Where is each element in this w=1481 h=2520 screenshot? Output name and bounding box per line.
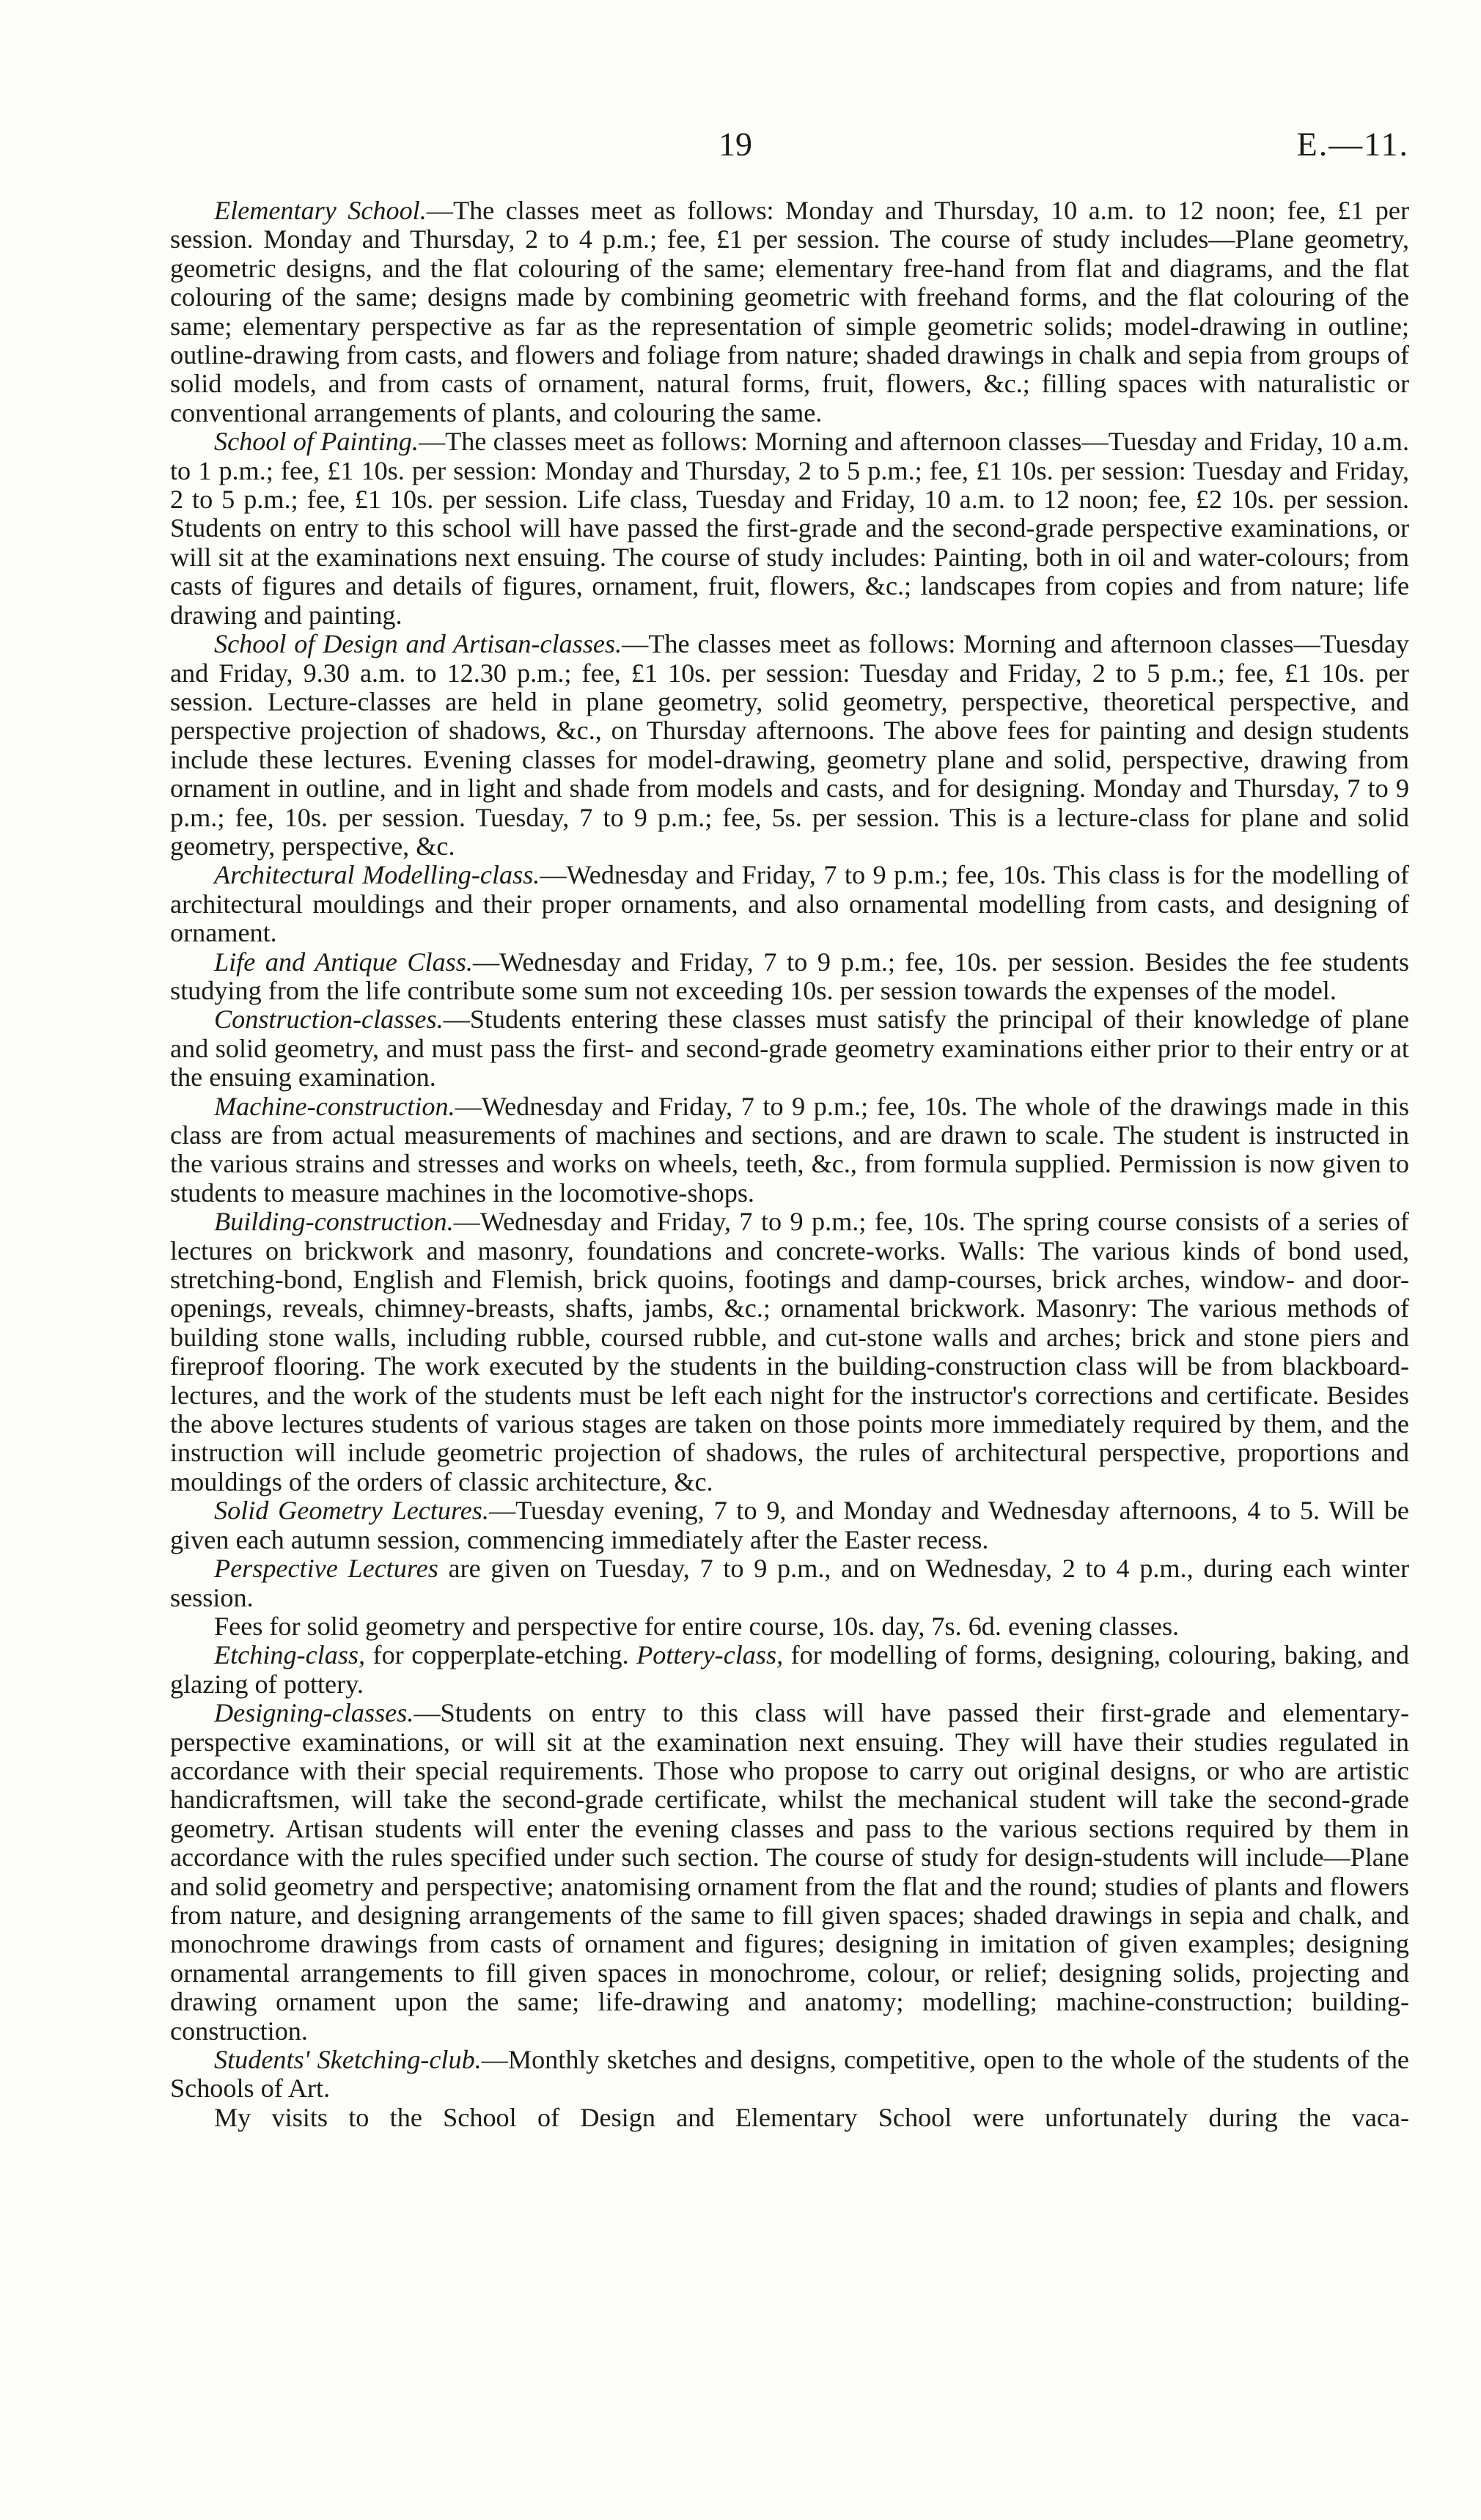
- paragraph-etching-pottery: [170, 1641, 1409, 1699]
- body-text: [170, 196, 1409, 2132]
- paragraph-elementary-school: [170, 196, 1409, 427]
- paragraph-text: —Students on entry to this class will have passed their first-grade and elementary-perspective examinations, or will sit at the examination next ensuing. They will have their studies regulated in accordance with their special requirements. Those who propose to carry out original designs, or who are artistic handicraftsmen, will take the second-grade certificate, whilst the mechanical student will take the second-grade geometry. Artisan students will enter the evening classes and pass to the various sections required by them in accordance with the rules specified under such section. The course of study for design-students will include—Plane and solid geometry and perspective; anatomising ornament from the flat and the round; studies of plants and flowers from nature, and designing arrangements of the same to fill given spaces; shaded drawings in sepia and chalk, and monochrome drawings from casts of ornament and figures; designing in imitation of given examples; designing ornamental arrangements to fill given spaces in monochrome, colour, or relief; designing solids, projecting and drawing ornament upon the same; life-drawing and anatomy; modelling; machine-construction; building-construction.: [170, 1698, 1409, 2046]
- paragraph-solid-geometry: [170, 1496, 1409, 1554]
- paragraph-text: —Tuesday evening, 7 to 9, and Monday and Wednesday afternoons, 4 to 5. Will be given each autumn session, commencing immediately after the Easter recess.: [170, 1496, 1409, 1554]
- paragraph-text: —The classes meet as follows: Morning and afternoon classes—Tuesday and Friday, 9.30 a.m. to 12.30 p.m.; fee, £1 10s. per session: Tuesday and Friday, 2 to 5 p.m.; fee, £1 10s. per session. Lecture-classes are held in plane geometry, solid geometry, perspective, theoretical perspective, and perspective projection of shadows, &c., on Thursday afternoons. The above fees for painting and design students include these lectures. Evening classes for model-drawing, geometry plane and solid, perspective, drawing from ornament in outline, and in light and shade from models and casts, and for designing. Monday and Thursday, 7 to 9 p.m.; fee, 10s. per session. Tuesday, 7 to 9 p.m.; fee, 5s. per session. This is a lecture-class for plane and solid geometry, perspective, &c.: [170, 629, 1410, 861]
- paragraph-heading: Building-construction.: [214, 1207, 454, 1237]
- paragraph-heading: Etching-class,: [214, 1640, 366, 1670]
- paragraph-heading: Architectural Modelling-class.: [214, 860, 540, 890]
- paragraph-text: —The classes meet as follows: Monday and Thursday, 10 a.m. to 12 noon; fee, £1 per session. Monday and Thursday, 2 to 4 p.m.; fee, £1 per session. The course of study includes—Plane geometry, geometric designs, and the flat colouring of the same; elementary free-hand from flat and diagrams, and the flat colouring of the same; designs made by combining geometric with freehand forms, and the flat colouring of the same; elementary perspective as far as the representation of simple geometric solids; model-drawing in outline; outline-drawing from casts, and flowers and foliage from nature; shaded drawings in chalk and sepia from groups of solid models, and from casts of ornament, natural forms, fruit, flowers, &c.; filling spaces with naturalistic or conventional arrangements of plants, and colouring the same.: [170, 196, 1409, 427]
- paragraph-text: My visits to the School of Design and Elementary School were unfortunately during the vaca-: [214, 2102, 1409, 2132]
- paragraph-designing-classes: [170, 1699, 1409, 2046]
- paragraph-school-of-painting: [170, 427, 1409, 630]
- paragraph-text: —Wednesday and Friday, 7 to 9 p.m.; fee, 10s. The whole of the drawings made in this class are from actual measurements of machines and sections, and are drawn to scale. The student is instructed in the various strains and stresses and works on wheels, teeth, &c., from formula supplied. Permission is now given to students to measure machines in the locomotive-shops.: [170, 1091, 1409, 1208]
- paragraph-text: for copperplate-etching.: [365, 1640, 637, 1670]
- paragraph-heading-secondary: Pottery-class,: [636, 1640, 784, 1670]
- paragraph-heading: Machine-construction.: [214, 1091, 455, 1121]
- paragraph-heading: Life and Antique Class.: [214, 947, 473, 977]
- paragraph-building-construction: [170, 1208, 1409, 1496]
- paragraph-text: —The classes meet as follows: Morning and afternoon classes—Tuesday and Friday, 10 a.m. to 1 p.m.; fee, £1 10s. per session: Monday and Thursday, 2 to 5 p.m.; fee, £1 10s. per session: Tuesday and Friday, 2 to 5 p.m.; fee, £1 10s. per session. Life class, Tuesday and Friday, 10 a.m. to 12 noon; fee, £2 10s. per session. Students on entry to this school will have passed the first-grade and the second-grade perspective examinations, or will sit at the examinations next ensuing. The course of study includes: Painting, both in oil and water-colours; from casts of figures and details of figures, ornament, fruit, flowers, &c.; landscapes from copies and from nature; life drawing and painting.: [170, 427, 1410, 630]
- paragraph-fees: [170, 1612, 1409, 1641]
- paragraph-heading: Perspective Lectures: [214, 1554, 438, 1584]
- paragraph-text-secondary: for modelling of forms, designing, colouring, baking, and glazing of pottery.: [170, 1640, 1409, 1699]
- paragraph-construction-classes: [170, 1005, 1409, 1092]
- paragraph-machine-construction: [170, 1092, 1409, 1208]
- paragraph-sketching-club: [170, 2046, 1409, 2104]
- paragraph-text: —Monthly sketches and designs, competitive, open to the whole of the students of the Schools of Art.: [170, 2045, 1409, 2104]
- paragraph-visits: [170, 2104, 1409, 2132]
- paragraph-heading: School of Painting.: [214, 427, 419, 457]
- paragraph-heading: Students' Sketching-club.: [214, 2045, 482, 2074]
- paragraph-heading: School of Design and Artisan-classes.: [214, 629, 622, 659]
- paragraph-text: —Wednesday and Friday, 7 to 9 p.m.; fee, 10s. per session. Besides the fee students studying from the life contribute some sum not exceeding 10s. per session towards the expenses of the model.: [170, 947, 1410, 1005]
- paragraph-life-and-antique: [170, 948, 1409, 1006]
- page-number: 19: [719, 125, 752, 163]
- paragraph-heading: Construction-classes.: [214, 1004, 444, 1035]
- paragraph-school-of-design: [170, 630, 1409, 861]
- paragraph-heading: Elementary School.: [214, 196, 427, 225]
- paragraph-perspective-lectures: [170, 1554, 1409, 1612]
- document-reference: E.—11.: [1296, 125, 1409, 163]
- paragraph-text: are given on Tuesday, 7 to 9 p.m., and on Wednesday, 2 to 4 p.m., during each winter session.: [170, 1554, 1410, 1612]
- paragraph-heading: Solid Geometry Lectures.: [214, 1496, 489, 1526]
- paragraph-text: —Wednesday and Friday, 7 to 9 p.m.; fee, 10s. This class is for the modelling of architectural mouldings and their proper ornaments, and also ornamental modelling from casts, and designing of ornament.: [170, 860, 1410, 948]
- page-header: [0, 125, 1481, 169]
- paragraph-architectural-modelling: [170, 861, 1409, 947]
- paragraph-text: —Wednesday and Friday, 7 to 9 p.m.; fee, 10s. The spring course consists of a series of lectures on brickwork and masonry, foundations and concrete-works. Walls: The various kinds of bond used, stretching-bond, English and Flemish, brick quoins, footings and damp-courses, brick arches, window- and door-openings, reveals, chimney-breasts, shafts, jambs, &c.; ornamental brickwork. Masonry: The various methods of building stone walls, including rubble, coursed rubble, and cut-stone walls and arches; brick and stone piers and fireproof flooring. The work executed by the students in the building-construction class will be from blackboard-lectures, and the work of the students must be left each night for the instructor's corrections and certificate. Besides the above lectures students of various stages are taken on those points more immediately required by them, and the instruction will include geometric projection of shadows, the rules of architectural perspective, proportions and mouldings of the orders of classic architecture, &c.: [170, 1207, 1409, 1496]
- paragraph-text: Fees for solid geometry and perspective for entire course, 10s. day, 7s. 6d. evening classes.: [214, 1611, 1180, 1641]
- paragraph-text: —Students entering these classes must satisfy the principal of their knowledge of plane and solid geometry, and must pass the first- and second-grade geometry examinations either prior to their entry or at the ensuing examination.: [170, 1004, 1409, 1092]
- paragraph-heading: Designing-classes.: [214, 1698, 414, 1728]
